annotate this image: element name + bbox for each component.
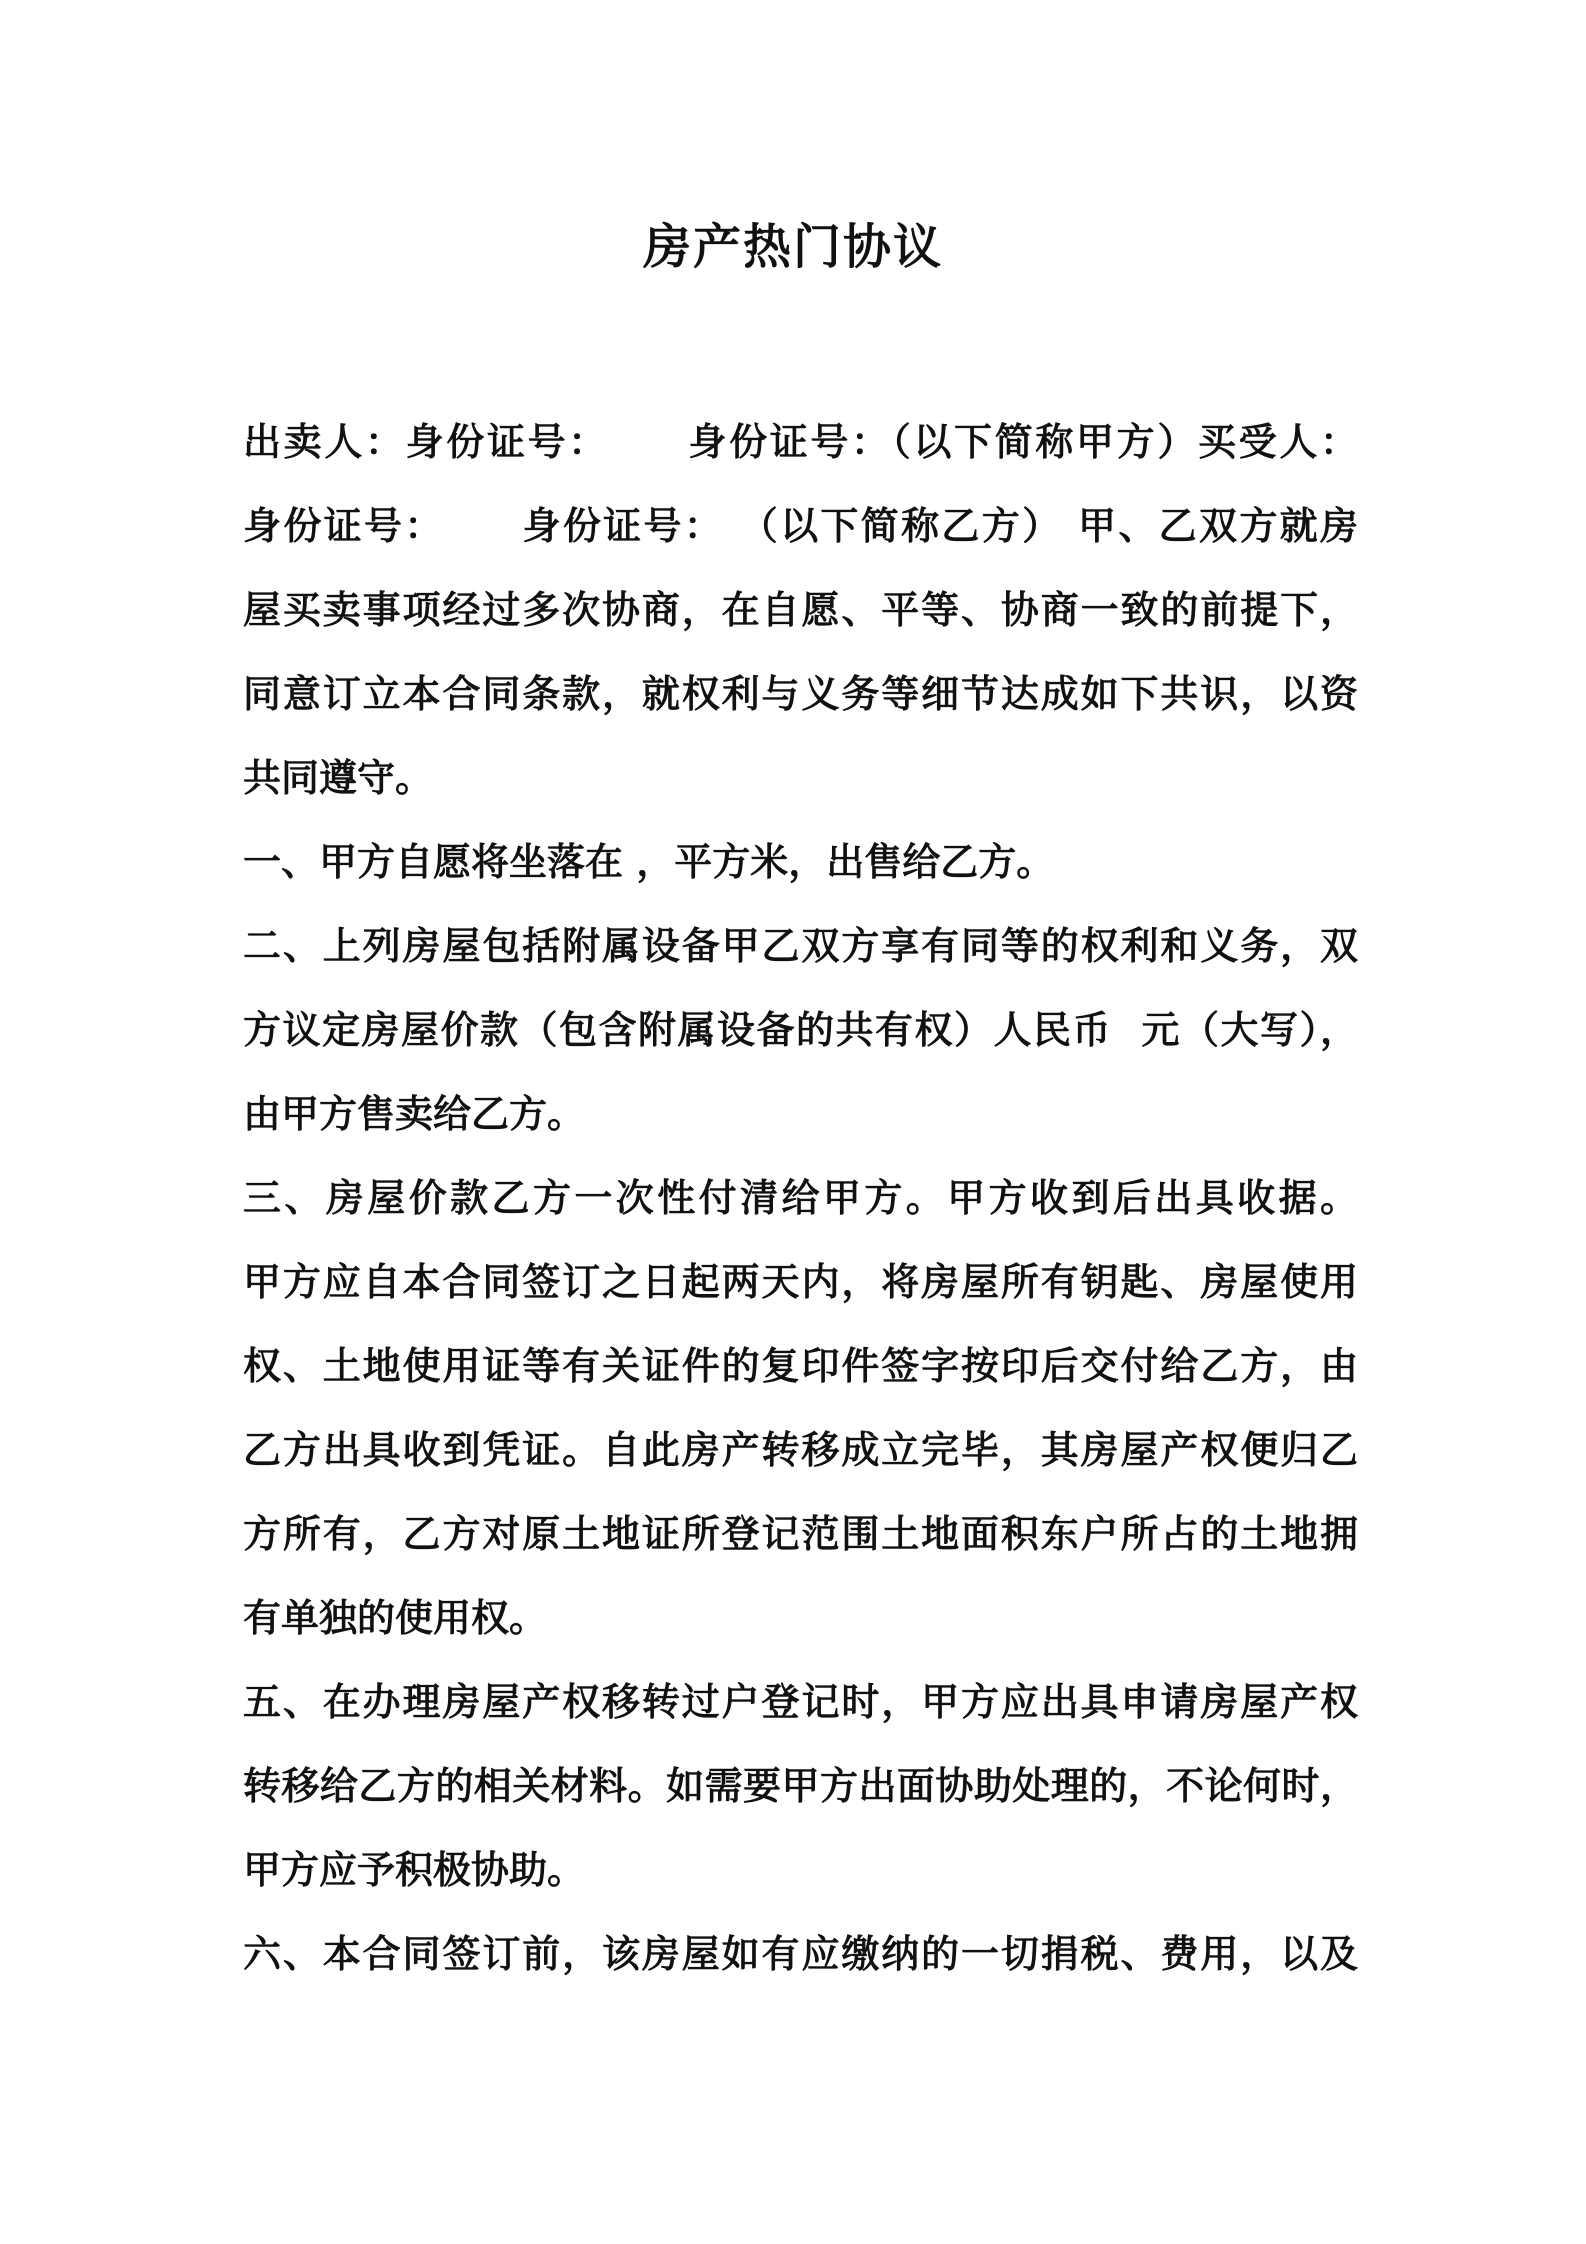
body-line: 五、在办理房屋产权移转过户登记时，甲方应出具申请房屋产权 [243, 1680, 1358, 1724]
body-line: 共同遵守。 [243, 756, 434, 800]
body-line: 甲方应予积极协助。 [243, 1848, 586, 1892]
body-line: 乙方出具收到凭证。自此房产转移成立完毕，其房屋产权便归乙 [243, 1428, 1358, 1472]
body-line: 权、土地使用证等有关证件的复印件签字按印后交付给乙方，由 [243, 1344, 1358, 1388]
body-line: 一、甲方自愿将坐落在 ，平方米，出售给乙方。 [243, 840, 1055, 884]
document-title: 房产热门协议 [642, 219, 943, 275]
body-line: 出卖人：身份证号： 身份证号：（以下简称甲方）买受人： [243, 420, 1358, 464]
document-body [243, 400, 1358, 1996]
body-line: 由甲方售卖给乙方。 [243, 1092, 586, 1136]
body-line: 身份证号： 身份证号： （以下简称乙方） 甲、乙双方就房 [243, 504, 1358, 548]
body-line: 二、上列房屋包括附属设备甲乙双方享有同等的权利和义务，双 [243, 924, 1358, 968]
body-line: 方议定房屋价款（包含附属设备的共有权）人民币 元（大写）， [243, 1008, 1358, 1052]
body-line: 有单独的使用权。 [243, 1596, 548, 1640]
body-line: 方所有，乙方对原土地证所登记范围土地面积东户所占的土地拥 [243, 1512, 1358, 1556]
body-line: 甲方应自本合同签订之日起两天内，将房屋所有钥匙、房屋使用 [243, 1260, 1358, 1304]
body-line: 转移给乙方的相关材料。如需要甲方出面协助处理的，不论何时， [243, 1764, 1358, 1808]
body-line: 同意订立本合同条款，就权利与义务等细节达成如下共识，以资 [243, 672, 1358, 716]
body-line: 三、房屋价款乙方一次性付清给甲方。甲方收到后出具收据。 [243, 1176, 1358, 1220]
body-line: 屋买卖事项经过多次协商，在自愿、平等、协商一致的前提下， [243, 588, 1358, 632]
body-line: 六、本合同签订前，该房屋如有应缴纳的一切捐税、费用，以及 [243, 1932, 1358, 1976]
